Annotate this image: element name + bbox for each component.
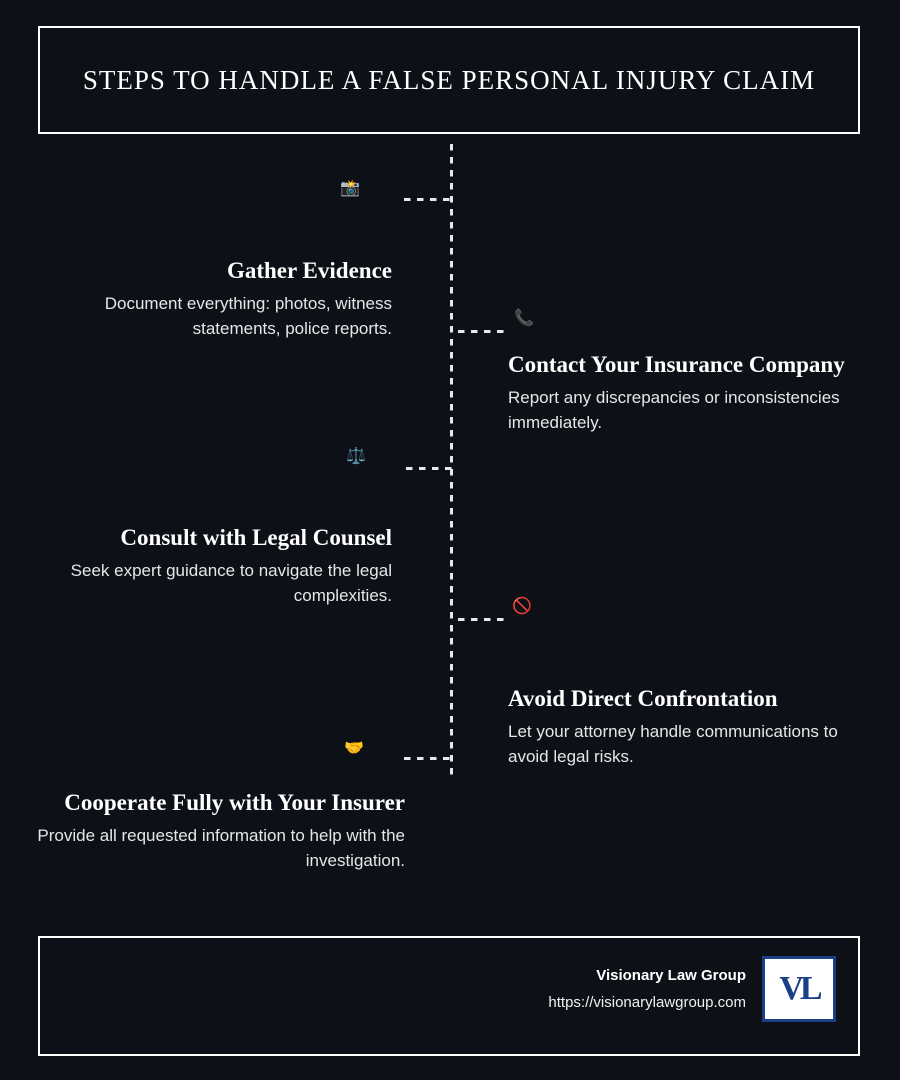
step-contact-insurance — [508, 352, 878, 436]
step-gather-evidence — [30, 258, 392, 342]
brand-name: Visionary Law Group — [596, 967, 746, 984]
step-description: Provide all requested information to help with the investigation. — [37, 826, 405, 871]
step-avoid-confrontation — [508, 686, 878, 770]
brand-logo — [762, 956, 836, 1022]
step-title: Consult with Legal Counsel — [120, 525, 392, 550]
connector-line-5 — [404, 757, 454, 760]
header-banner — [38, 26, 860, 134]
logo-monogram: VL — [779, 970, 819, 1007]
step-cooperate-with-insurer — [30, 790, 405, 874]
footer-content — [548, 956, 836, 1022]
step-description: Seek expert guidance to navigate the legal complexities. — [70, 561, 392, 606]
step-consult-legal-counsel — [30, 525, 392, 609]
footer-text-block — [548, 967, 746, 1011]
handshake-icon: 🤝 — [344, 740, 364, 757]
connector-line-2 — [458, 330, 506, 333]
step-description: Document everything: photos, witness statements, police reports. — [104, 294, 392, 339]
page-title: STEPS TO HANDLE A FALSE PERSONAL INJURY CLAIM — [82, 64, 816, 95]
footer-banner — [38, 936, 860, 1056]
step-title: Contact Your Insurance Company — [508, 352, 845, 377]
timeline-spine — [450, 144, 453, 778]
connector-line-3 — [406, 467, 452, 470]
step-title: Gather Evidence — [226, 258, 392, 283]
step-title: Avoid Direct Confrontation — [508, 686, 778, 711]
connector-line-1 — [404, 198, 452, 201]
connector-line-4 — [458, 618, 506, 621]
camera-flash-icon: 📸 — [340, 180, 360, 197]
telephone-icon: 📞 — [514, 310, 534, 327]
step-description: Let your attorney handle communications to avoid legal risks. — [508, 722, 838, 767]
balance-scale-icon: ⚖️ — [346, 448, 366, 465]
step-description: Report any discrepancies or inconsistencies immediately. — [508, 388, 840, 433]
step-title: Cooperate Fully with Your Insurer — [64, 790, 405, 815]
prohibited-icon: 🚫 — [512, 598, 532, 615]
brand-url[interactable]: https://visionarylawgroup.com — [548, 994, 746, 1011]
